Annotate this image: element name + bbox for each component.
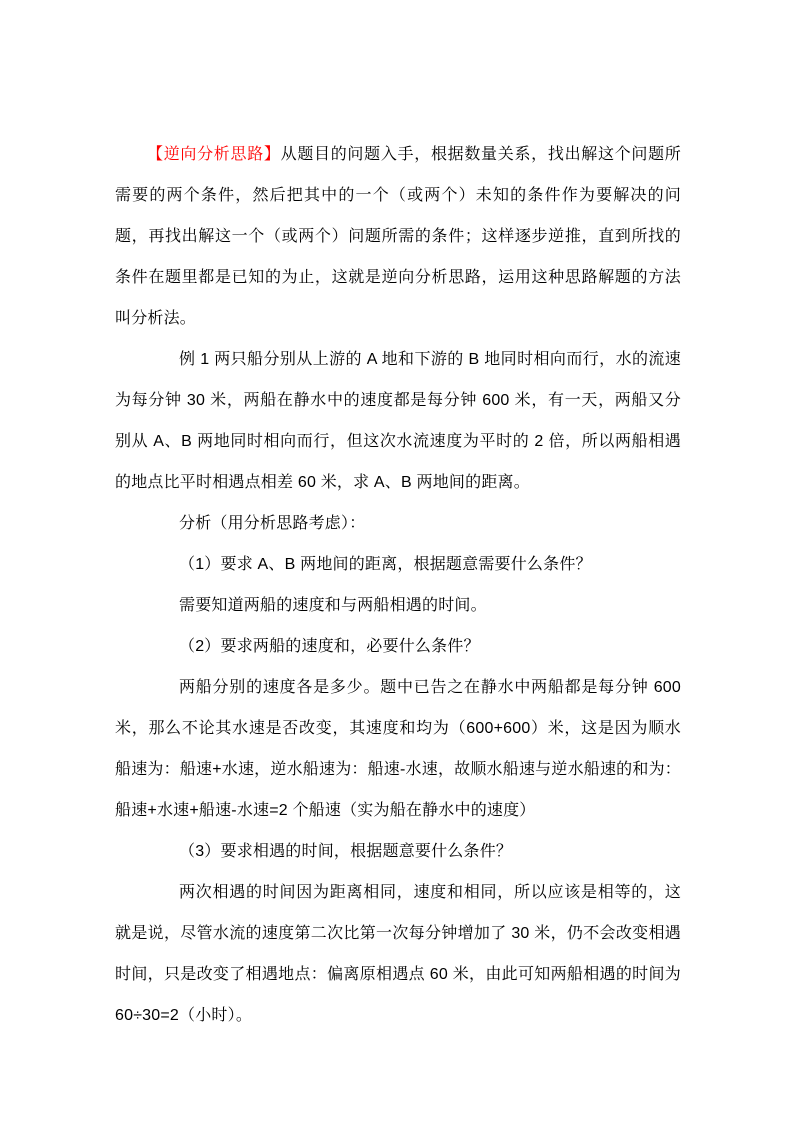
answer-2-paragraph: 两船分别的速度各是多少。题中已告之在静水中两船都是每分钟 600 米，那么不论其水速是否改变，其速度和均为（600+600）米，这是因为顺水船速为：船速+水速，逆水船速为：船速-水速，故顺水船速与逆水船速的和为：船速+水速+船速-水速=2 个船速（实为船在静水中的速度）	[115, 679, 681, 819]
intro-paragraph-text: 从题目的问题入手，根据数量关系，找出解这个问题所需要的两个条件，然后把其中的一个（或两个）未知的条件作为要解决的问题，再找出解这一个（或两个）问题所需的条件；这样逐步逆推，直到所找的条件在题里都是已知的为止，这就是逆向分析思路，运用这种思路解题的方法叫分析法。	[115, 146, 681, 327]
intro-paragraph	[115, 134, 681, 339]
answer-3-paragraph: 两次相遇的时间因为距离相同，速度和相同，所以应该是相等的，这就是说，尽管水流的速度第二次比第一次每分钟增加了 30 米，仍不会改变相遇时间，只是改变了相遇地点：偏离原相遇点 60 米，由此可知两船相遇的时间为 60÷30=2（小时）。	[115, 884, 681, 1024]
intro-lead-bracket: 【逆向分析思路】	[147, 146, 281, 163]
question-3-paragraph: （3）要求相遇的时间，根据题意要什么条件？	[179, 843, 513, 860]
question-1-paragraph: （1）要求 A、B 两地间的距离，根据题意需要什么条件？	[179, 556, 592, 573]
answer-1-paragraph: 需要知道两船的速度和与两船相遇的时间。	[179, 597, 487, 614]
question-2-paragraph: （2）要求两船的速度和，必要什么条件？	[179, 638, 480, 655]
analysis-heading: 分析（用分析思路考虑）：	[179, 515, 366, 532]
example1-paragraph: 例 1 两只船分别从上游的 A 地和下游的 B 地同时相向而行，水的流速为每分钟 30 米，两船在静水中的速度都是每分钟 600 米，有一天，两船又分别从 A、B 两地同时相向而行，但这次水流速度为平时的 2 倍，所以两船相遇的地点比平时相遇点相差 60 米，求 A、B 两地间的距离。	[115, 351, 681, 491]
